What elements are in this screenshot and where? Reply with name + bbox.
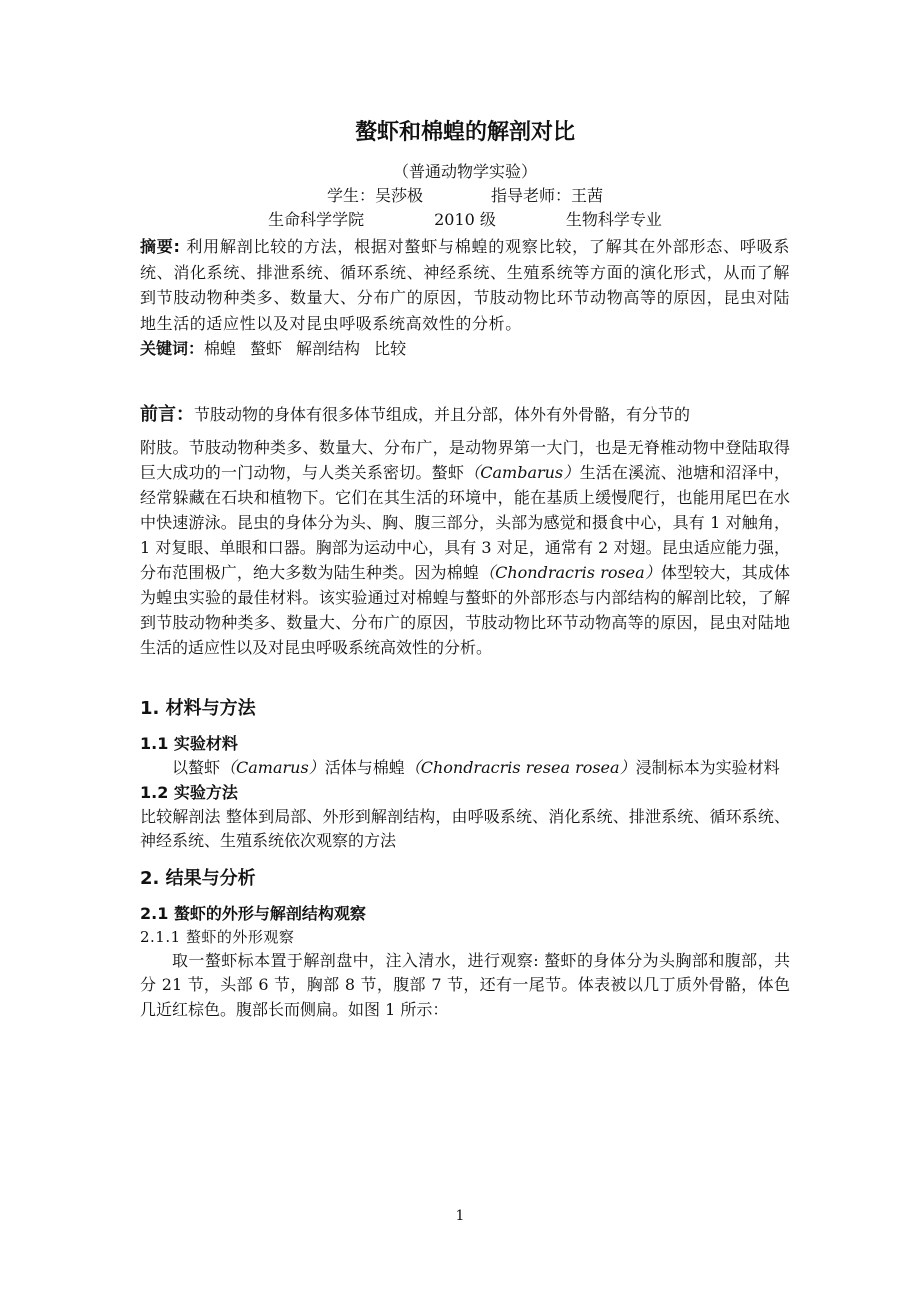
- keyword: 比较: [374, 339, 407, 358]
- paragraph-text: 浸制标本为实验材料: [635, 758, 780, 777]
- college: 生命科学学院: [268, 210, 365, 229]
- paragraph: 取一螯虾标本置于解剖盘中，注入清水，进行观察: 螯虾的身体分为头胸部和腹部，共分 21 节，头部 6 节，胸部 8 节，腹部 7 节，还有一尾节。体表被以几丁质外骨骼，体色几近红棕色。腹部长而侧扁。如图 1 所示：: [140, 950, 790, 1019]
- abstract-text: 利用解剖比较的方法，根据对螯虾与棉蝗的观察比较，了解其在外部形态、呼吸系统、消化系统、排泄系统、循环系统、神经系统、生殖系统等方面的演化形式，从而了解到节肢动物种类多、数量大、分布广的原因，节肢动物比环节动物高等的原因，昆虫对陆地生活的适应性以及对昆虫呼吸系统高效性的分析。: [140, 237, 790, 333]
- paragraph: 比较解剖法 整体到局部、外形到解剖结构，由呼吸系统、消化系统、排泄系统、循环系统、神经系统、生殖系统依次观察的方法: [140, 806, 790, 850]
- preface-label: 前言：: [140, 404, 194, 425]
- subsection-heading: 1.1 实验材料: [140, 734, 238, 753]
- preface-text: 生活在溪流、池塘和沼泽中，经常躲藏在石块和植物下。它们在其生活的环境中，能在基质上缓慢爬行，也能用尾巴在水中快速游泳。昆虫的身体分为头、胸、腹三部分，头部为感觉和摄食中心，具有 1 对触角，1 对复眼、单眼和口器。胸部为运动中心，具有 3 对足，通常有 2 对翅。昆虫适应能力强，分布范围极广，绝大多数为陆生种类。因为棉蝗: [140, 463, 790, 582]
- keywords-label: 关键词：: [140, 339, 205, 358]
- advisor-label: 指导老师：: [491, 186, 572, 205]
- affiliation-line: [140, 208, 790, 232]
- section-heading: 2. 结果与分析: [140, 867, 256, 889]
- author-line: [140, 184, 790, 208]
- preface-first-line: 节肢动物的身体有很多体节组成，并且分部，体外有外骨骼，有分节的: [194, 405, 691, 424]
- keyword: 棉蝗: [204, 339, 237, 358]
- paragraph-text: 以螯虾: [172, 758, 221, 777]
- advisor-name: 王茜: [571, 186, 604, 205]
- paper-title: 螯虾和棉蝗的解剖对比: [354, 120, 575, 145]
- species-name: （Chondracris resea rosea）: [404, 758, 636, 777]
- subsection-heading: 2.1 螯虾的外形与解剖结构观察: [140, 903, 366, 923]
- subsection-heading: 1.2 实验方法: [140, 782, 238, 802]
- species-name: （Chondracris rosea）: [478, 563, 661, 582]
- subsubsection-heading: 2.1.1 螯虾的外形观察: [140, 927, 295, 946]
- paper-subtitle: （普通动物学实验）: [392, 162, 537, 181]
- student-name: 吴莎极: [374, 186, 423, 205]
- document-page: [140, 118, 790, 1022]
- abstract: [140, 234, 790, 336]
- preface-text: 附肢。节肢动物种类多、数量大、分布广，是动物界第一大门，也是无脊椎动物中登陆取得巨大成功的一门动物，与人类关系密切。螯虾: [140, 438, 790, 482]
- preface: [140, 395, 790, 660]
- preface-text: 体型较大，其成体为蝗虫实验的最佳材料。该实验通过对棉蝗与螯虾的外部形态与内部结构的解剖比较，了解到节肢动物种类多、数量大、分布广的原因，节肢动物比环节动物高等的原因，昆虫对陆地生活的适应性以及对昆虫呼吸系统高效性的分析。: [140, 563, 790, 657]
- major: 生物科学专业: [565, 210, 662, 229]
- keyword: 螯虾: [250, 339, 283, 358]
- species-name: （Camarus）: [220, 758, 325, 777]
- abstract-label: 摘要:: [140, 237, 181, 256]
- student-label: 学生：: [326, 186, 375, 205]
- paragraph: [140, 756, 790, 781]
- preface-body: [140, 435, 790, 660]
- keywords: [140, 336, 790, 361]
- species-name: （Cambarus）: [464, 463, 580, 482]
- page-number: 1: [455, 1208, 465, 1224]
- section-heading: 1. 材料与方法: [140, 698, 256, 719]
- keyword: 解剖结构: [296, 339, 361, 358]
- grade: 2010 级: [434, 210, 496, 229]
- paragraph-text: 活体与棉蝗: [324, 758, 405, 777]
